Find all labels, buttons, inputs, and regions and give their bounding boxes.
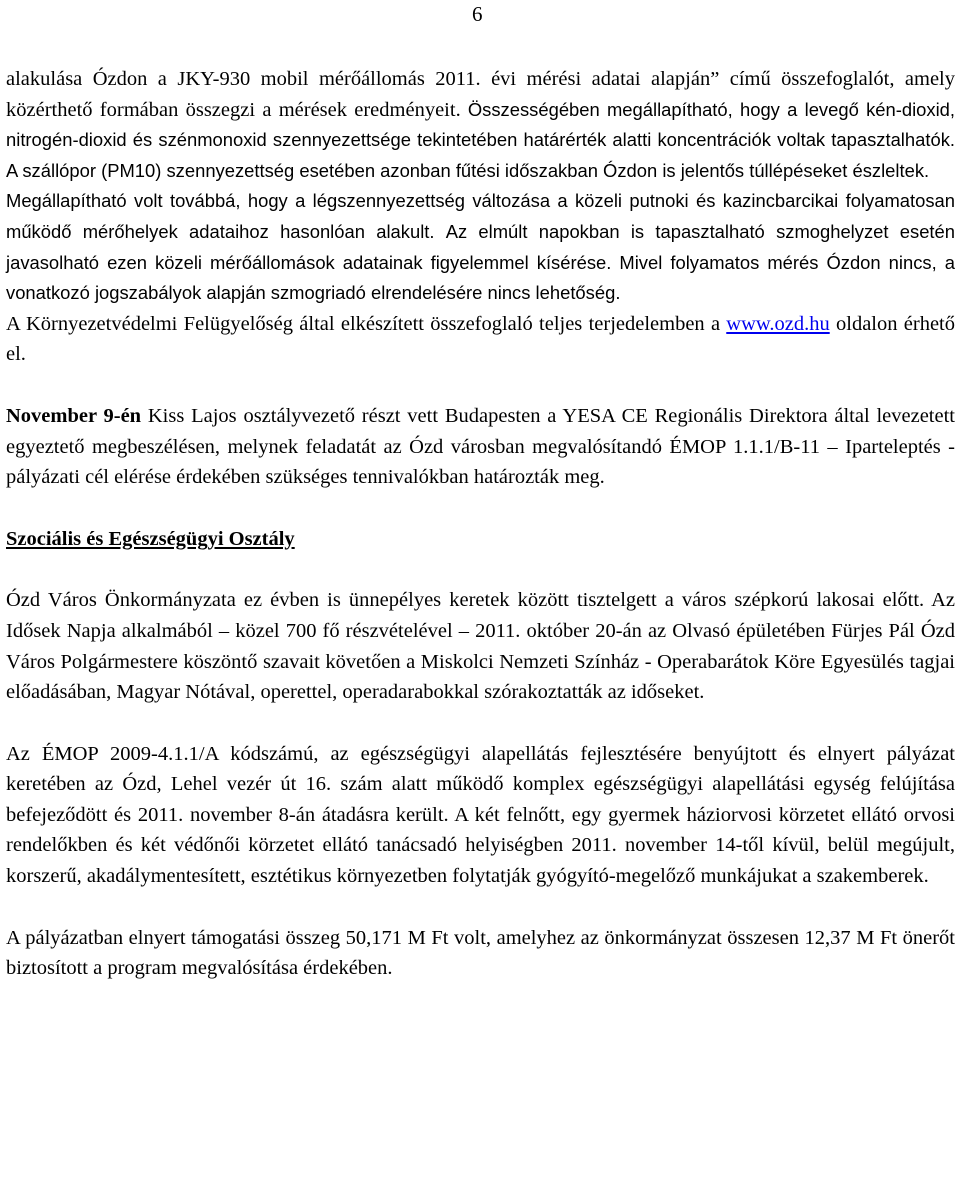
ozd-website-link[interactable]: www.ozd.hu [726, 312, 830, 335]
report-availability-end: oldalon érhető el. [6, 312, 956, 366]
air-quality-findings: Összességében megállapítható, hogy a levegő kén-dioxid, nitrogén-dioxid és szénmonoxid szennyezettsége tekintetében határérték alatti koncentrációk voltak tapasztalhatók. [6, 98, 956, 151]
regional-comparison: Megállapítható volt továbbá, hogy a légszennyezettség változása a közeli putnoki és kazincbarcikai folyamatosan működő mérőhelyek adataihoz hasonlóan alakult. [6, 190, 955, 242]
paragraph-funding: A pályázatban elnyert támogatási összeg 50,171 M Ft volt, amelyhez az önkormányzat összesen 12,37 M Ft önerőt biztosított a program megvalósítása érdekében. [6, 926, 955, 980]
page-number: 6 [472, 2, 483, 26]
section-heading [6, 524, 955, 555]
social-health-heading: Szociális és Egészségügyi Osztály [6, 527, 295, 550]
meeting-text: Kiss Lajos osztályvezető részt vett Budapesten a YESA CE Regionális Direktora által levezetett egyeztető megbeszélésen, melynek feladatát az Ózd városban megvalósítandó ÉMOP 1.1.1/B-11 – Iparteleptés - pályázati cél elérése érdekében szükséges tennivalókban határozták meg. [6, 404, 955, 489]
document-body [6, 64, 955, 984]
smog-recommendation: Az elmúlt napokban is tapasztalható szmoghelyzet esetén javasolható ezen közeli mérőállomások adatainak figyelemmel kísérése. Mivel folyamatos mérés Ózdon nincs, a vonatkozó jogszabályok alapján szmogriadó elrendelésére nincs lehetőség. [6, 220, 955, 304]
paragraph-healthcare-project: Az ÉMOP 2009-4.1.1/A kódszámú, az egészségügyi alapellátás fejlesztésére benyújtott és elnyert pályázat keretében az Ózd, Lehel vezér út 16. szám alatt működő komplex egészségügyi alapellátási egység felújítása befejeződött és 2011. november 8-án átadásra került. A két felnőtt, egy gyermek háziorvosi körzetet ellátó orvosi rendelőkben és két védőnői körzetet ellátó tanácsadó helyiségben 2011. november 14-től kívül, belül megújult, korszerű, akadálymentesített, esztétikus környezetben folytatják gyógyító-megelőző munkájukat a szakemberek. [6, 742, 955, 888]
air-quality-summary: alakulása Ózdon a JKY-930 mobil mérőállomás 2011. évi mérési adatai alapján” című összefoglalót, amely közérthető formában összegzi a mérések eredményeit. [6, 68, 955, 121]
paragraph-air-quality [6, 64, 955, 370]
meeting-date: November 9-én [6, 404, 142, 427]
report-availability: A Környezetvédelmi Felügyelőség által elkészített összefoglaló teljes terjedelemben a [6, 312, 721, 335]
paragraph-november-meeting [6, 401, 955, 493]
paragraph-elderly-day: Ózd Város Önkormányzata ez évben is ünnepélyes keretek között tisztelgett a város szépkorú lakosai előtt. Az Idősek Napja alkalmából – közel 700 fő részvételével – 2011. október 20-án az Olvasó épületében Fürjes Pál Ózd Város Polgármestere köszöntő szavait követően a Miskolci Nemzeti Színház - Operabarátok Köre Egyesülés tagjai előadásában, Magyar Nótával, operettel, operadarabokkal szórakoztatták az időseket. [6, 589, 955, 704]
pm10-findings: A szállópor (PM10) szennyezettség esetében azonban fűtési időszakban Ózdon is jelentős túllépéseket észleltek. [6, 159, 930, 181]
